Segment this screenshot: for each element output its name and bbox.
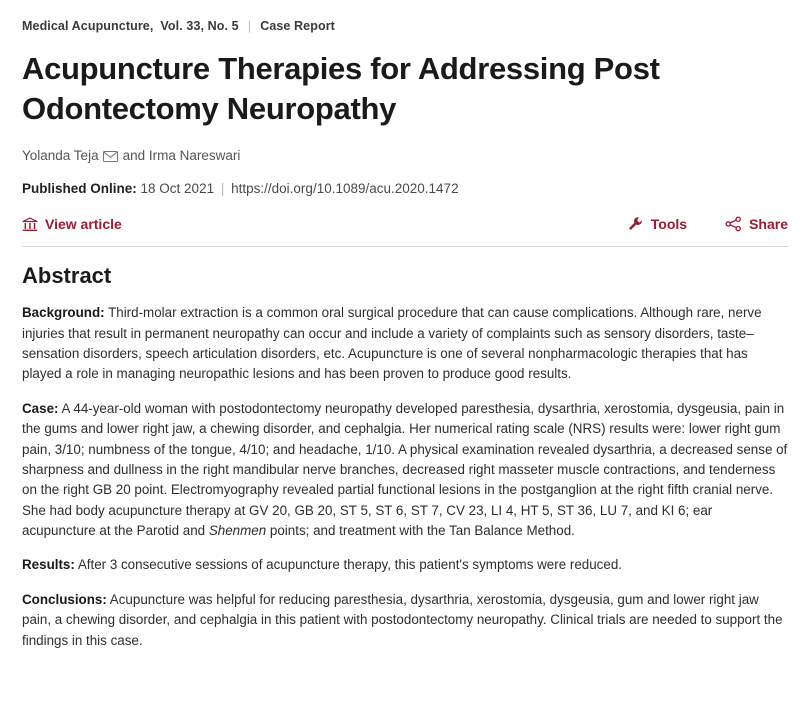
abstract-background-paragraph	[22, 303, 788, 385]
abstract-case-italic-term: Shenmen	[208, 523, 267, 539]
abstract-heading: Abstract	[22, 263, 112, 289]
abstract-case-text-2: points; and treatment with the Tan Balance Method.	[266, 523, 575, 539]
abstract-background-label: Background:	[22, 305, 105, 321]
tools-button[interactable]	[628, 216, 687, 232]
action-bar-left	[22, 216, 156, 232]
view-article-label: View article	[45, 216, 122, 233]
doi-link[interactable]: https://doi.org/10.1089/acu.2020.1472	[231, 181, 459, 197]
action-bar	[22, 216, 788, 247]
published-date: 18 Oct 2021	[140, 181, 215, 197]
abstract-case-label: Case:	[22, 400, 59, 416]
abstract-results-paragraph	[22, 555, 788, 575]
published-separator: |	[220, 181, 225, 197]
abstract-results-text: After 3 consecutive sessions of acupuncture therapy, this patient's symptoms were reduced.	[74, 557, 622, 573]
share-icon	[725, 216, 742, 232]
abstract-conclusions-label: Conclusions:	[22, 591, 107, 607]
breadcrumb-volume: Vol. 33, No. 5	[160, 18, 239, 33]
breadcrumb-article-type: Case Report	[260, 18, 335, 33]
wrench-icon	[628, 216, 644, 232]
share-button[interactable]	[725, 216, 788, 232]
breadcrumb	[22, 18, 788, 33]
action-bar-right	[590, 216, 788, 232]
author-name-1: Yolanda Teja	[22, 148, 99, 164]
abstract-conclusions-paragraph	[22, 590, 788, 651]
abstract-case-text-1: A 44-year-old woman with postodontectomy neuropathy developed paresthesia, dysarthria, xerostomia, dysgeusia, pain in the gums and lower right jaw, a chewing disorder, and cephalgia. Her numerical rating scale (NRS) results were: lower right gum pain, 3/10; numbness of the tongue, 4/10; and headache, 1/10. A physical examination revealed dysarthria, a decreased sense of sharpness and dullness in the right mandibular nerve branches, decreased right masseter muscle contractions, and tenderness on the right GB 20 point. Electromyography revealed partial functional lesions in the postganglion at the right fifth cranial nerve. She had body acupuncture therapy at GV 20, GB 20, ST 5, ST 6, ST 7, CV 23, LI 4, HT 5, ST 36, LU 7, and KI 6; ear acupuncture at the Parotid and	[22, 400, 788, 539]
abstract-background-text: Third-molar extraction is a common oral surgical procedure that can cause complications. Although rare, nerve injuries that result in permanent neuropathy can occur and include a variety of complaints such as sensory disorders, taste–sensation disorders, speech articulation disorders, etc. Acupuncture is one of several nonpharmacologic therapies that has played a role in managing neuropathic lesions and has been proven to produce good results.	[22, 305, 762, 382]
email-icon[interactable]	[103, 151, 118, 162]
share-label: Share	[749, 216, 788, 233]
page-title: Acupuncture Therapies for Addressing Post Odontectomy Neuropathy	[22, 51, 660, 126]
author-list	[22, 148, 788, 163]
breadcrumb-journal: Medical Acupuncture,	[22, 18, 154, 33]
abstract-conclusions-text: Acupuncture was helpful for reducing paresthesia, dysarthria, xerostomia, dysgeusia, gum and lower right jaw pain, a chewing disorder, and cephalgia in this patient with postodontectomy neuropathy. Clinical trials are needed to support the findings in this case.	[22, 591, 783, 648]
breadcrumb-separator: |	[247, 18, 252, 33]
abstract-case-paragraph	[22, 399, 788, 542]
published-label: Published Online:	[22, 181, 137, 197]
tools-label: Tools	[650, 216, 688, 233]
publication-info	[22, 181, 788, 196]
institution-icon	[22, 217, 38, 232]
author-name-2: and Irma Nareswari	[122, 148, 241, 164]
view-article-button[interactable]	[22, 216, 122, 232]
abstract-results-label: Results:	[22, 557, 75, 573]
